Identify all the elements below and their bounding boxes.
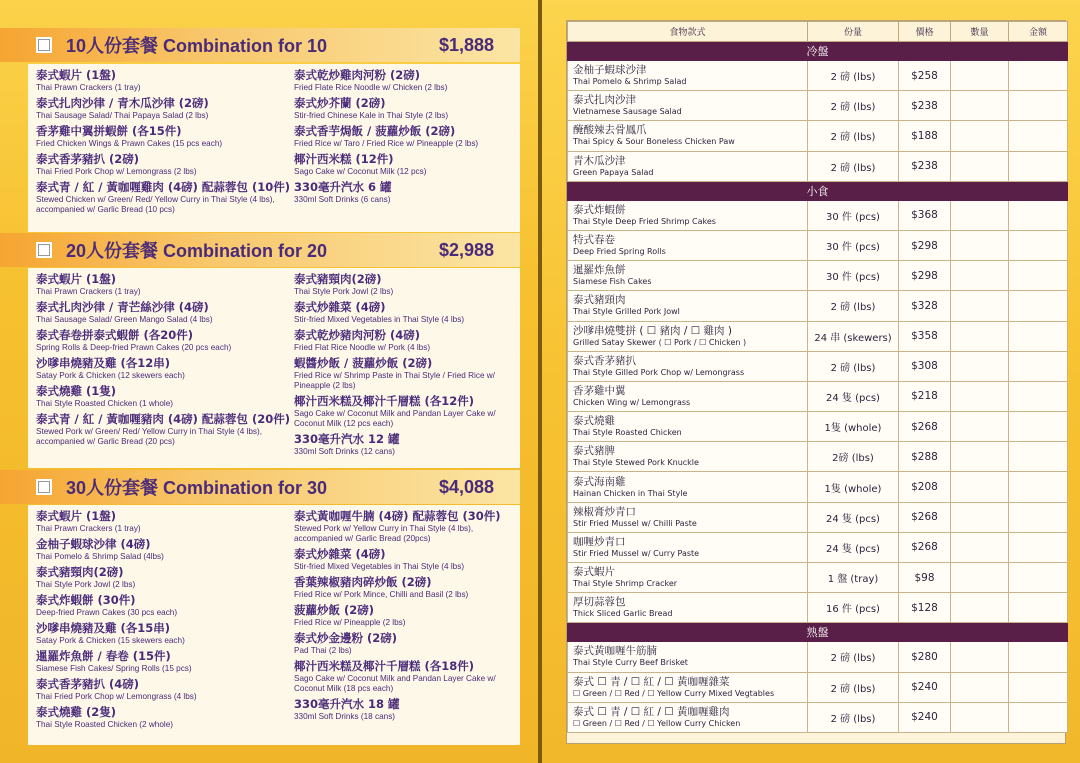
item-name bbox=[568, 672, 808, 702]
amount-cell[interactable] bbox=[1009, 291, 1068, 321]
combo-body-10 bbox=[28, 64, 520, 232]
amount-cell[interactable] bbox=[1009, 642, 1068, 672]
list-item: 泰式炒金邊粉 (2磅) Pad Thai (2 lbs) bbox=[294, 631, 398, 655]
item-name bbox=[568, 200, 808, 230]
list-item: 暹羅炸魚餅 / 春卷 (15件) Siamese Fish Cakes/ Spring Rolls (15 pcs) bbox=[36, 649, 192, 673]
item-portion: 2 磅 (lbs) bbox=[808, 642, 899, 672]
combo-header-30 bbox=[0, 470, 520, 504]
amount-cell[interactable] bbox=[1009, 702, 1068, 732]
quantity-cell[interactable] bbox=[951, 593, 1009, 623]
list-item: 香葉辣椒豬肉碎炒飯 (2磅) Fried Rice w/ Pork Mince, Chilli and Basil (2 lbs) bbox=[294, 575, 469, 599]
quantity-cell[interactable] bbox=[951, 121, 1009, 151]
item-name bbox=[568, 702, 808, 732]
table-row bbox=[568, 321, 1068, 351]
list-item: 泰式扎肉沙律 / 青芒絲沙律 (4磅) Thai Sausage Salad/ Green Mango Salad (4 lbs) bbox=[36, 300, 213, 324]
combo-right-list bbox=[294, 509, 516, 725]
amount-cell[interactable] bbox=[1009, 502, 1068, 532]
item-name bbox=[568, 642, 808, 672]
header-amount: 金額 bbox=[1009, 22, 1068, 42]
item-name bbox=[568, 230, 808, 260]
item-name bbox=[568, 381, 808, 411]
item-portion: 2 磅 (lbs) bbox=[808, 61, 899, 91]
section-header bbox=[568, 181, 1068, 200]
item-price: $328 bbox=[899, 291, 951, 321]
item-price: $280 bbox=[899, 642, 951, 672]
list-item: 330毫升汽水 18 罐 330ml Soft Drinks (18 cans) bbox=[294, 697, 400, 721]
list-item: 泰式乾炒雞肉河粉 (2磅) Fried Flate Rice Noodle w/ Chicken (2 lbs) bbox=[294, 68, 448, 92]
quantity-cell[interactable] bbox=[951, 563, 1009, 593]
list-item: 椰汁西米糕及椰汁千層糕 (各18件) Sago Cake w/ Coconut Milk and Pandan Layer Cake w/ Coconut Milk (18 pcs each) bbox=[294, 659, 496, 693]
quantity-cell[interactable] bbox=[951, 200, 1009, 230]
combo-left-list bbox=[36, 68, 292, 218]
item-name-zh: 泰式海南雞 bbox=[573, 475, 626, 488]
list-item: 泰式青 / 紅 / 黃咖喱雞肉 (4磅) 配蒜蓉包 (10件) Stewed Chicken w/ Green/ Red/ Yellow Curry in Thai Style (4 lbs), accompanied w/ Garlic Bread (10 pcs) bbox=[36, 180, 290, 214]
quantity-cell[interactable] bbox=[951, 472, 1009, 502]
quantity-cell[interactable] bbox=[951, 702, 1009, 732]
list-item: 泰式炒雜菜 (4磅) Stir-fried Mixed Vegetables in Thai Style (4 lbs) bbox=[294, 300, 465, 324]
table-row bbox=[568, 351, 1068, 381]
item-name bbox=[568, 412, 808, 442]
table-row bbox=[568, 381, 1068, 411]
item-price: $188 bbox=[899, 121, 951, 151]
header-price: 價格 bbox=[899, 22, 951, 42]
item-name-en: Thai Style Roasted Chicken bbox=[573, 428, 682, 438]
item-portion: 1隻 (whole) bbox=[808, 412, 899, 442]
item-name-zh: 沙嗲串燒雙拼 ( ☐ 豬肉 / ☐ 雞肉 ) bbox=[573, 324, 732, 337]
table-body bbox=[568, 42, 1068, 733]
list-item: 泰式豬頸肉(2磅) Thai Style Pork Jowl (2 lbs) bbox=[36, 565, 136, 589]
list-item: 泰式香茅豬扒 (2磅) Thai Fried Pork Chop w/ Lemongrass (2 lbs) bbox=[36, 152, 197, 176]
item-name-zh: 泰式黃咖喱牛筋腩 bbox=[573, 645, 657, 658]
item-name-en: Thai Pomelo & Shrimp Salad bbox=[573, 77, 687, 87]
amount-cell[interactable] bbox=[1009, 412, 1068, 442]
item-price: $218 bbox=[899, 381, 951, 411]
item-name-zh: 泰式豬脾 bbox=[573, 445, 615, 458]
quantity-cell[interactable] bbox=[951, 442, 1009, 472]
item-price: $240 bbox=[899, 672, 951, 702]
item-portion: 2 磅 (lbs) bbox=[808, 151, 899, 181]
quantity-cell[interactable] bbox=[951, 642, 1009, 672]
item-portion: 2 磅 (lbs) bbox=[808, 702, 899, 732]
combo-checkbox-30[interactable] bbox=[36, 479, 52, 495]
quantity-cell[interactable] bbox=[951, 261, 1009, 291]
item-portion: 30 件 (pcs) bbox=[808, 261, 899, 291]
section-title: 小食 bbox=[568, 181, 1068, 200]
combo-title: 10人份套餐 Combination for 10 bbox=[66, 36, 328, 56]
order-table bbox=[567, 21, 1068, 733]
item-portion: 2 磅 (lbs) bbox=[808, 672, 899, 702]
list-item: 330毫升汽水 6 罐 330ml Soft Drinks (6 cans) bbox=[294, 180, 392, 204]
item-name bbox=[568, 121, 808, 151]
item-name-zh: 香茅雞中翼 bbox=[573, 384, 626, 397]
table-row bbox=[568, 532, 1068, 562]
item-price: $268 bbox=[899, 532, 951, 562]
item-price: $308 bbox=[899, 351, 951, 381]
item-name-zh: 泰式燒雞 bbox=[573, 415, 615, 428]
combo-checkbox-10[interactable] bbox=[36, 37, 52, 53]
item-name-en: Chicken Wing w/ Lemongrass bbox=[573, 397, 691, 407]
list-item: 泰式乾炒豬肉河粉 (4磅) Fried Flat Rice Noodle w/ Pork (4 lbs) bbox=[294, 328, 431, 352]
list-item: 沙嗲串燒豬及雞 (各15串) Satay Pork & Chicken (15 skewers each) bbox=[36, 621, 185, 645]
item-price: $238 bbox=[899, 151, 951, 181]
item-name-en: Grilled Satay Skewer ( ☐ Pork / ☐ Chicken ) bbox=[573, 337, 747, 347]
list-item: 泰式蝦片 (1盤) Thai Prawn Crackers (1 tray) bbox=[36, 509, 141, 533]
item-name-zh: 咖喱炒青口 bbox=[573, 535, 626, 548]
item-name-en: Thai Style Gilled Pork Chop w/ Lemongrass bbox=[573, 367, 745, 377]
list-item: 泰式豬頸肉(2磅) Thai Style Pork Jowl (2 lbs) bbox=[294, 272, 394, 296]
item-price: $268 bbox=[899, 412, 951, 442]
item-name-en: Thai Style Stewed Pork Knuckle bbox=[573, 458, 699, 468]
item-name-en: Stir Fried Mussel w/ Chilli Paste bbox=[573, 518, 697, 528]
amount-cell[interactable] bbox=[1009, 61, 1068, 91]
item-portion: 16 件 (pcs) bbox=[808, 593, 899, 623]
list-item: 泰式炸蝦餅 (30件) Deep-fried Prawn Cakes (30 pcs each) bbox=[36, 593, 178, 617]
list-item: 泰式燒雞 (2隻) Thai Style Roasted Chicken (2 whole) bbox=[36, 705, 173, 729]
item-name-zh: 特式春卷 bbox=[573, 234, 615, 247]
item-name-en: Thai Style Curry Beef Brisket bbox=[573, 658, 688, 668]
quantity-cell[interactable] bbox=[951, 351, 1009, 381]
combo-page bbox=[0, 0, 538, 763]
combo-header-20 bbox=[0, 233, 520, 267]
item-name-zh: 暹羅炸魚餅 bbox=[573, 264, 626, 277]
table-row bbox=[568, 151, 1068, 181]
list-item: 泰式蝦片 (1盤) Thai Prawn Crackers (1 tray) bbox=[36, 272, 141, 296]
section-header bbox=[568, 623, 1068, 642]
item-price: $358 bbox=[899, 321, 951, 351]
amount-cell[interactable] bbox=[1009, 351, 1068, 381]
item-name bbox=[568, 291, 808, 321]
table-row bbox=[568, 230, 1068, 260]
table-row bbox=[568, 121, 1068, 151]
combo-left-list bbox=[36, 509, 292, 733]
item-price: $208 bbox=[899, 472, 951, 502]
table-row bbox=[568, 291, 1068, 321]
table-row bbox=[568, 563, 1068, 593]
item-name-zh: 泰式蝦片 bbox=[573, 566, 615, 579]
item-name-en: Thai Style Shrimp Cracker bbox=[573, 579, 678, 589]
list-item: 菠蘿炒飯 (2磅) Fried Rice w/ Pineapple (2 lbs) bbox=[294, 603, 406, 627]
item-name-zh: 泰式豬頸肉 bbox=[573, 294, 626, 307]
item-price: $258 bbox=[899, 61, 951, 91]
item-price: $98 bbox=[899, 563, 951, 593]
combo-checkbox-20[interactable] bbox=[36, 242, 52, 258]
table-row bbox=[568, 672, 1068, 702]
list-item: 泰式香芋焗飯 / 菠蘿炒飯 (2磅) Fried Rice w/ Taro / Fried Rice w/ Pineapple (2 lbs) bbox=[294, 124, 479, 148]
item-name bbox=[568, 563, 808, 593]
combo-header-10 bbox=[0, 28, 520, 62]
item-name-zh: 泰式 ☐ 青 / ☐ 紅 / ☐ 黃咖喱雜菜 bbox=[573, 675, 730, 688]
item-portion: 30 件 (pcs) bbox=[808, 200, 899, 230]
item-name-en: Thai Spicy & Sour Boneless Chicken Paw bbox=[573, 137, 735, 147]
quantity-cell[interactable] bbox=[951, 321, 1009, 351]
list-item: 蝦醬炒飯 / 菠蘿炒飯 (2磅) Fried Rice w/ Shrimp Paste in Thai Style / Fried Rice w/ Pineapple (2 lbs) bbox=[294, 356, 495, 390]
item-portion: 2 磅 (lbs) bbox=[808, 291, 899, 321]
amount-cell[interactable] bbox=[1009, 381, 1068, 411]
item-name-en: Siamese Fish Cakes bbox=[573, 277, 652, 287]
table-row bbox=[568, 472, 1068, 502]
item-price: $298 bbox=[899, 261, 951, 291]
combo-right-list bbox=[294, 68, 516, 208]
quantity-cell[interactable] bbox=[951, 291, 1009, 321]
item-price: $128 bbox=[899, 593, 951, 623]
item-name-zh: 金柚子蝦球沙津 bbox=[573, 64, 647, 77]
item-name-en: Hainan Chicken in Thai Style bbox=[573, 488, 688, 498]
combo-body-30 bbox=[28, 505, 520, 745]
quantity-cell[interactable] bbox=[951, 61, 1009, 91]
quantity-cell[interactable] bbox=[951, 672, 1009, 702]
combo-title: 20人份套餐 Combination for 20 bbox=[66, 241, 328, 261]
combo-price: $2,988 bbox=[438, 239, 494, 260]
item-name-zh: 辣椒膏炒青口 bbox=[573, 505, 636, 518]
item-name-en: Green Papaya Salad bbox=[573, 167, 654, 177]
item-portion: 24 隻 (pcs) bbox=[808, 502, 899, 532]
amount-cell[interactable] bbox=[1009, 261, 1068, 291]
table-row bbox=[568, 642, 1068, 672]
item-portion: 2 磅 (lbs) bbox=[808, 351, 899, 381]
item-name-en: Stir Fried Mussel w/ Curry Paste bbox=[573, 548, 700, 558]
item-name-zh: 醃酸辣去骨鳳爪 bbox=[573, 124, 647, 137]
table-row bbox=[568, 593, 1068, 623]
item-name-en: Thick Sliced Garlic Bread bbox=[573, 609, 673, 619]
item-portion: 24 串 (skewers) bbox=[808, 321, 899, 351]
item-price: $298 bbox=[899, 230, 951, 260]
item-name bbox=[568, 351, 808, 381]
combo-price: $4,088 bbox=[438, 476, 494, 497]
list-item: 泰式黃咖喱牛腩 (4磅) 配蒜蓉包 (30件) Stewed Pork w/ Yellow Curry in Thai Style (4 lbs), accompanied w/ Garlic Bread (20pcs) bbox=[294, 509, 501, 543]
item-name-en: Deep Fried Spring Rolls bbox=[573, 247, 666, 257]
amount-cell[interactable] bbox=[1009, 532, 1068, 562]
amount-cell[interactable] bbox=[1009, 321, 1068, 351]
header-item: 食物款式 bbox=[568, 22, 808, 42]
section-title: 冷盤 bbox=[568, 42, 1068, 61]
table-row bbox=[568, 61, 1068, 91]
table-row bbox=[568, 200, 1068, 230]
quantity-cell[interactable] bbox=[951, 151, 1009, 181]
table-row bbox=[568, 702, 1068, 732]
list-item: 泰式青 / 紅 / 黃咖喱豬肉 (4磅) 配蒜蓉包 (20件) Stewed Pork w/ Green/ Red/ Yellow Curry in Thai Style (4 lbs), accompanied w/ Garlic Bread (20 pcs) bbox=[36, 412, 290, 446]
item-portion: 30 件 (pcs) bbox=[808, 230, 899, 260]
list-item: 泰式炒雜菜 (4磅) Stir-fried Mixed Vegetables in Thai Style (4 lbs) bbox=[294, 547, 465, 571]
quantity-cell[interactable] bbox=[951, 532, 1009, 562]
table-header-row bbox=[568, 22, 1068, 42]
item-name bbox=[568, 261, 808, 291]
amount-cell[interactable] bbox=[1009, 200, 1068, 230]
item-name bbox=[568, 61, 808, 91]
amount-cell[interactable] bbox=[1009, 442, 1068, 472]
section-title: 熟盤 bbox=[568, 623, 1068, 642]
item-name bbox=[568, 502, 808, 532]
list-item: 香茅雞中翼拼蝦餅 (各15件) Fried Chicken Wings & Prawn Cakes (15 pcs each) bbox=[36, 124, 223, 148]
order-page bbox=[542, 0, 1080, 763]
amount-cell[interactable] bbox=[1009, 593, 1068, 623]
item-price: $268 bbox=[899, 502, 951, 532]
list-item: 泰式炒芥蘭 (2磅) Stir-fried Chinese Kale in Thai Style (2 lbs) bbox=[294, 96, 449, 120]
item-price: $238 bbox=[899, 91, 951, 121]
item-name-en: Thai Style Deep Fried Shrimp Cakes bbox=[573, 216, 716, 226]
amount-cell[interactable] bbox=[1009, 121, 1068, 151]
quantity-cell[interactable] bbox=[951, 412, 1009, 442]
item-portion: 2磅 (lbs) bbox=[808, 442, 899, 472]
item-name bbox=[568, 442, 808, 472]
item-name-zh: 泰式香茅豬扒 bbox=[573, 354, 636, 367]
amount-cell[interactable] bbox=[1009, 151, 1068, 181]
quantity-cell[interactable] bbox=[951, 381, 1009, 411]
list-item: 泰式春卷拼泰式蝦餅 (各20件) Spring Rolls & Deep-fried Prawn Cakes (20 pcs each) bbox=[36, 328, 232, 352]
section-header bbox=[568, 42, 1068, 61]
item-name-zh: 泰式炸蝦餅 bbox=[573, 203, 626, 216]
item-portion: 1隻 (whole) bbox=[808, 472, 899, 502]
item-name bbox=[568, 321, 808, 351]
amount-cell[interactable] bbox=[1009, 472, 1068, 502]
list-item: 金柚子蝦球沙律 (4磅) Thai Pomelo & Shrimp Salad (4lbs) bbox=[36, 537, 164, 561]
item-name bbox=[568, 593, 808, 623]
table-row bbox=[568, 442, 1068, 472]
list-item: 椰汁西米糕 (12件) Sago Cake w/ Coconut Milk (12 pcs) bbox=[294, 152, 427, 176]
table-row bbox=[568, 91, 1068, 121]
item-name bbox=[568, 151, 808, 181]
item-portion: 24 隻 (pcs) bbox=[808, 381, 899, 411]
table-row bbox=[568, 261, 1068, 291]
header-quantity: 數量 bbox=[951, 22, 1009, 42]
item-portion: 2 磅 (lbs) bbox=[808, 91, 899, 121]
item-name-en: Thai Style Grilled Pork Jowl bbox=[573, 307, 680, 317]
table-row bbox=[568, 412, 1068, 442]
item-price: $368 bbox=[899, 200, 951, 230]
header-portion: 份量 bbox=[808, 22, 899, 42]
combo-body-20 bbox=[28, 268, 520, 468]
amount-cell[interactable] bbox=[1009, 672, 1068, 702]
list-item: 沙嗲串燒豬及雞 (各12串) Satay Pork & Chicken (12 skewers each) bbox=[36, 356, 185, 380]
combo-price: $1,888 bbox=[438, 34, 494, 55]
item-name-en: ☐ Green / ☐ Red / ☐ Yellow Curry Chicken bbox=[573, 718, 741, 728]
combo-title: 30人份套餐 Combination for 30 bbox=[66, 478, 328, 498]
amount-cell[interactable] bbox=[1009, 230, 1068, 260]
combo-left-list bbox=[36, 272, 292, 450]
list-item: 泰式蝦片 (1盤) Thai Prawn Crackers (1 tray) bbox=[36, 68, 141, 92]
combo-right-list bbox=[294, 272, 516, 460]
list-item: 泰式香茅豬扒 (4磅) Thai Fried Pork Chop w/ Lemongrass (4 lbs) bbox=[36, 677, 197, 701]
item-name bbox=[568, 532, 808, 562]
list-item: 泰式燒雞 (1隻) Thai Style Roasted Chicken (1 whole) bbox=[36, 384, 173, 408]
amount-cell[interactable] bbox=[1009, 563, 1068, 593]
item-name-zh: 泰式 ☐ 青 / ☐ 紅 / ☐ 黃咖喱雞肉 bbox=[573, 705, 730, 718]
item-name-zh: 泰式扎肉沙津 bbox=[573, 94, 636, 107]
list-item: 椰汁西米糕及椰汁千層糕 (各12件) Sago Cake w/ Coconut Milk and Pandan Layer Cake w/ Coconut Milk (12 pcs each) bbox=[294, 394, 496, 428]
item-portion: 1 盤 (tray) bbox=[808, 563, 899, 593]
item-name-en: Vietnamese Sausage Salad bbox=[573, 107, 682, 117]
list-item: 泰式扎肉沙律 / 青木瓜沙律 (2磅) Thai Sausage Salad/ Thai Papaya Salad (2 lbs) bbox=[36, 96, 209, 120]
item-name bbox=[568, 472, 808, 502]
item-name bbox=[568, 91, 808, 121]
item-name-en: ☐ Green / ☐ Red / ☐ Yellow Curry Mixed Vegtables bbox=[573, 688, 775, 698]
item-portion: 24 隻 (pcs) bbox=[808, 532, 899, 562]
table-row bbox=[568, 502, 1068, 532]
item-price: $240 bbox=[899, 702, 951, 732]
quantity-cell[interactable] bbox=[951, 502, 1009, 532]
item-portion: 2 磅 (lbs) bbox=[808, 121, 899, 151]
amount-cell[interactable] bbox=[1009, 91, 1068, 121]
list-item: 330毫升汽水 12 罐 330ml Soft Drinks (12 cans) bbox=[294, 432, 400, 456]
item-name-zh: 青木瓜沙津 bbox=[573, 154, 626, 167]
item-name-zh: 厚切蒜蓉包 bbox=[573, 596, 626, 609]
quantity-cell[interactable] bbox=[951, 230, 1009, 260]
order-table-wrap bbox=[566, 20, 1066, 744]
quantity-cell[interactable] bbox=[951, 91, 1009, 121]
item-price: $288 bbox=[899, 442, 951, 472]
